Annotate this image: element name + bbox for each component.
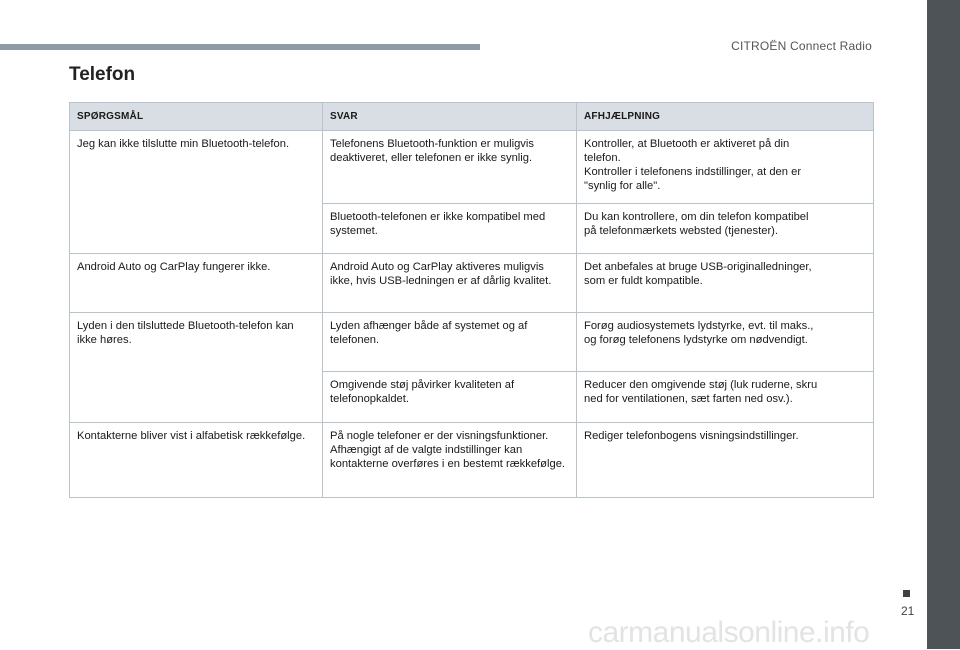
table-row <box>70 423 874 498</box>
solution-cell: Rediger telefonbogens visningsindstillinger. <box>577 423 874 498</box>
answer-cell: Android Auto og CarPlay aktiveres muligvis ikke, hvis USB-ledningen er af dårlig kvalitet. <box>323 254 577 313</box>
table-row <box>70 131 874 204</box>
answer-cell: Omgivende støj påvirker kvaliteten af telefonopkaldet. <box>323 372 577 423</box>
table-row <box>70 313 874 372</box>
solution-cell: Kontroller, at Bluetooth er aktiveret på din telefon. Kontroller i telefonens indstillinger, at den er "synlig for alle". <box>577 131 874 204</box>
solution-cell: Forøg audiosystemets lydstyrke, evt. til maks., og forøg telefonens lydstyrke om nødvendigt. <box>577 313 874 372</box>
column-header-question: SPØRGSMÅL <box>70 103 323 131</box>
solution-cell: Det anbefales at bruge USB-originalledninger, som er fuldt kompatible. <box>577 254 874 313</box>
question-cell: Android Auto og CarPlay fungerer ikke. <box>70 254 323 313</box>
brand-label: CITROËN Connect Radio <box>731 39 872 53</box>
solution-cell: Reducer den omgivende støj (luk ruderne, skru ned for ventilationen, sæt farten ned osv.). <box>577 372 874 423</box>
watermark: carmanualsonline.info <box>588 616 870 649</box>
answer-cell: Lyden afhænger både af systemet og af telefonen. <box>323 313 577 372</box>
answer-cell: Bluetooth-telefonen er ikke kompatibel med systemet. <box>323 204 577 254</box>
answer-cell: Telefonens Bluetooth-funktion er muligvis deaktiveret, eller telefonen er ikke synlig. <box>323 131 577 204</box>
column-header-solution: AFHJÆLPNING <box>577 103 874 131</box>
question-cell: Lyden i den tilsluttede Bluetooth-telefon kan ikke høres. <box>70 313 323 423</box>
solution-cell: Du kan kontrollere, om din telefon kompatibel på telefonmærkets websted (tjenester). <box>577 204 874 254</box>
question-cell: Jeg kan ikke tilslutte min Bluetooth-telefon. <box>70 131 323 254</box>
answer-cell: På nogle telefoner er der visningsfunktioner. Afhængigt af de valgte indstillinger kan kontakterne overføres i en bestemt rækkefølge. <box>323 423 577 498</box>
page-marker <box>903 590 910 597</box>
faq-table <box>69 102 874 498</box>
column-header-answer: SVAR <box>323 103 577 131</box>
page-title: Telefon <box>69 64 136 85</box>
table-header-row <box>70 103 874 131</box>
header-rule <box>0 44 480 50</box>
question-cell: Kontakterne bliver vist i alfabetisk rækkefølge. <box>70 423 323 498</box>
page-number: 21 <box>901 604 915 618</box>
side-band <box>927 0 960 649</box>
table-row <box>70 254 874 313</box>
